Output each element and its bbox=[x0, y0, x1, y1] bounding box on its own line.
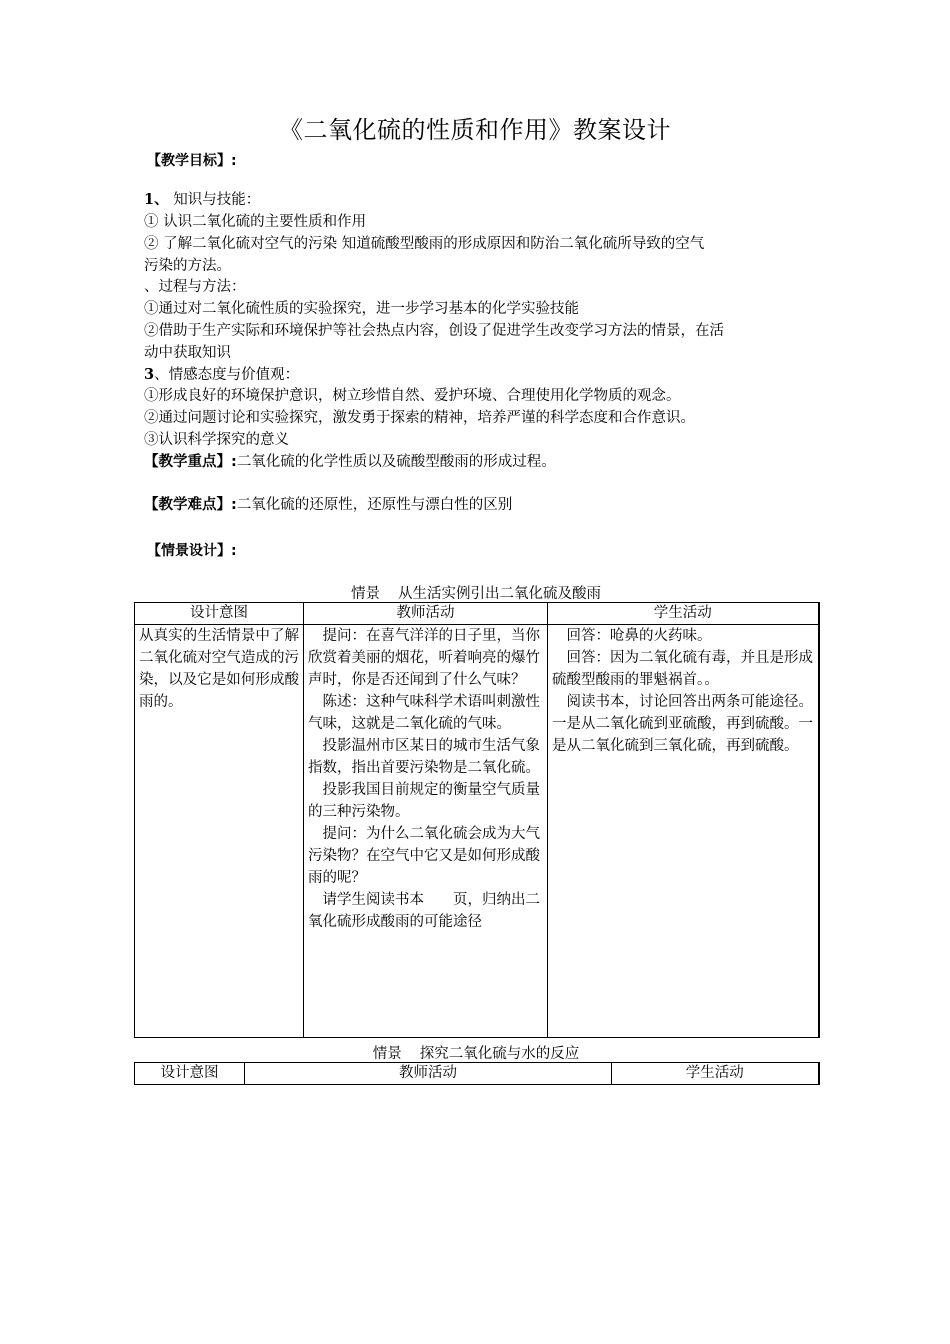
goal-section-2: 、过程与方法： bbox=[144, 279, 246, 295]
student-step: 回答：因为二氧化硫有毒，并且是形成硫酸型酸雨的罪魁祸首。。 bbox=[552, 650, 813, 688]
teacher-step: 陈述：这种气味科学术语叫刺激性气味，这就是二氧化硫的气味。 bbox=[308, 694, 540, 732]
student-step: 回答：呛鼻的火药味。 bbox=[566, 628, 712, 644]
teaching-goals-heading: 【教学目标】: bbox=[147, 153, 237, 169]
teacher-step: 投影我国目前规定的衡量空气质量的三种污染物。 bbox=[308, 782, 540, 820]
difficulty-text: 二氧化硫的还原性，还原性与漂白性的区别 bbox=[236, 497, 513, 513]
teacher-step: 提问：在喜气洋洋的日子里，当你欣赏着美丽的烟花，听着响亮的爆竹声时，你是否还闻到了什么气味？ bbox=[308, 628, 540, 688]
header-intent: 设计意图 bbox=[135, 1063, 245, 1085]
goal-process-1: ①通过对二氧化硫性质的实验探究，进一步学习基本的化学实验技能 bbox=[144, 301, 579, 317]
table-header-row bbox=[135, 603, 819, 625]
student-step: 阅读书本，讨论回答出两条可能途径。一是从二氧化硫到亚硫酸，再到硫酸。一是从二氧化硫到三氧化硫，再到硫酸。 bbox=[552, 694, 813, 754]
intent-text: 从真实的生活情景中了解二氧化硫对空气造成的污染，以及它是如何形成酸雨的。 bbox=[139, 628, 299, 710]
goal-section-3 bbox=[144, 365, 299, 385]
key-point-text: 二氧化硫的化学性质以及硫酸型酸雨的形成过程。 bbox=[236, 454, 556, 470]
teacher-cell bbox=[304, 625, 548, 1038]
scene2-table bbox=[134, 1062, 820, 1085]
table-row bbox=[135, 625, 819, 1038]
goal-process-2-line2: 动中获取知识 bbox=[144, 345, 231, 361]
teacher-step: 提问：为什么二氧化硫会成为大气污染物？在空气中它又是如何形成酸雨的呢？ bbox=[308, 826, 540, 886]
goal-emotion-2: ②通过问题讨论和实验探究，激发勇于探索的精神，培养严谨的科学态度和合作意识。 bbox=[144, 410, 695, 426]
intent-cell bbox=[135, 625, 304, 1038]
difficulty-heading: 【教学难点】: bbox=[144, 497, 237, 513]
key-point-heading: 【教学重点】: bbox=[144, 454, 237, 470]
scene1-title: 从生活实例引出二氧化硫及酸雨 bbox=[398, 586, 601, 602]
header-intent: 设计意图 bbox=[135, 603, 304, 625]
goal-process-2-line1: ②借助于生产实际和环境保护等社会热点内容，创设了促进学生改变学习方法的情景，在活 bbox=[144, 323, 724, 339]
header-student: 学生活动 bbox=[548, 603, 819, 625]
scene2-caption bbox=[134, 1042, 818, 1063]
header-teacher: 教师活动 bbox=[245, 1063, 612, 1085]
section-title: 知识与技能： bbox=[168, 192, 261, 208]
goal-section-1 bbox=[144, 190, 260, 210]
student-cell bbox=[548, 625, 819, 1038]
header-teacher: 教师活动 bbox=[304, 603, 548, 625]
goal-emotion-1: ①形成良好的环境保护意识，树立珍惜自然、爱护环境、合理使用化学物质的观念。 bbox=[144, 388, 681, 404]
goal-knowledge-2-line1: ② 了解二氧化硫对空气的污染 知道硫酸型酸雨的形成原因和防治二氧化硫所导致的空气 bbox=[144, 236, 705, 252]
section-title: 、情感态度与价值观： bbox=[154, 367, 300, 383]
section-number: 1、 bbox=[144, 191, 169, 208]
scene1-label: 情景 bbox=[351, 586, 380, 602]
scene2-title: 探究二氧化硫与水的反应 bbox=[419, 1046, 580, 1062]
section-number: 3 bbox=[144, 366, 155, 383]
scene2-label: 情景 bbox=[372, 1046, 402, 1062]
goal-emotion-3: ③认识科学探究的意义 bbox=[144, 432, 289, 448]
scene1-caption bbox=[134, 582, 818, 603]
scenario-heading: 【情景设计】: bbox=[147, 543, 237, 559]
key-point bbox=[144, 452, 556, 472]
goal-knowledge-2-line2: 污染的方法。 bbox=[144, 258, 231, 274]
page-title: 《二氧化硫的性质和作用》教案设计 bbox=[279, 116, 671, 144]
header-student: 学生活动 bbox=[612, 1063, 819, 1085]
goal-knowledge-1: ① 认识二氧化硫的主要性质和作用 bbox=[144, 214, 367, 230]
table-header-row bbox=[135, 1063, 819, 1085]
teacher-step: 请学生阅读书本 页，归纳出二氧化硫形成酸雨的可能途径 bbox=[308, 892, 540, 930]
scene1-table bbox=[134, 602, 820, 1038]
difficulty bbox=[144, 495, 512, 515]
teacher-step: 投影温州市区某日的城市生活气象指数，指出首要污染物是二氧化硫。 bbox=[308, 738, 540, 776]
